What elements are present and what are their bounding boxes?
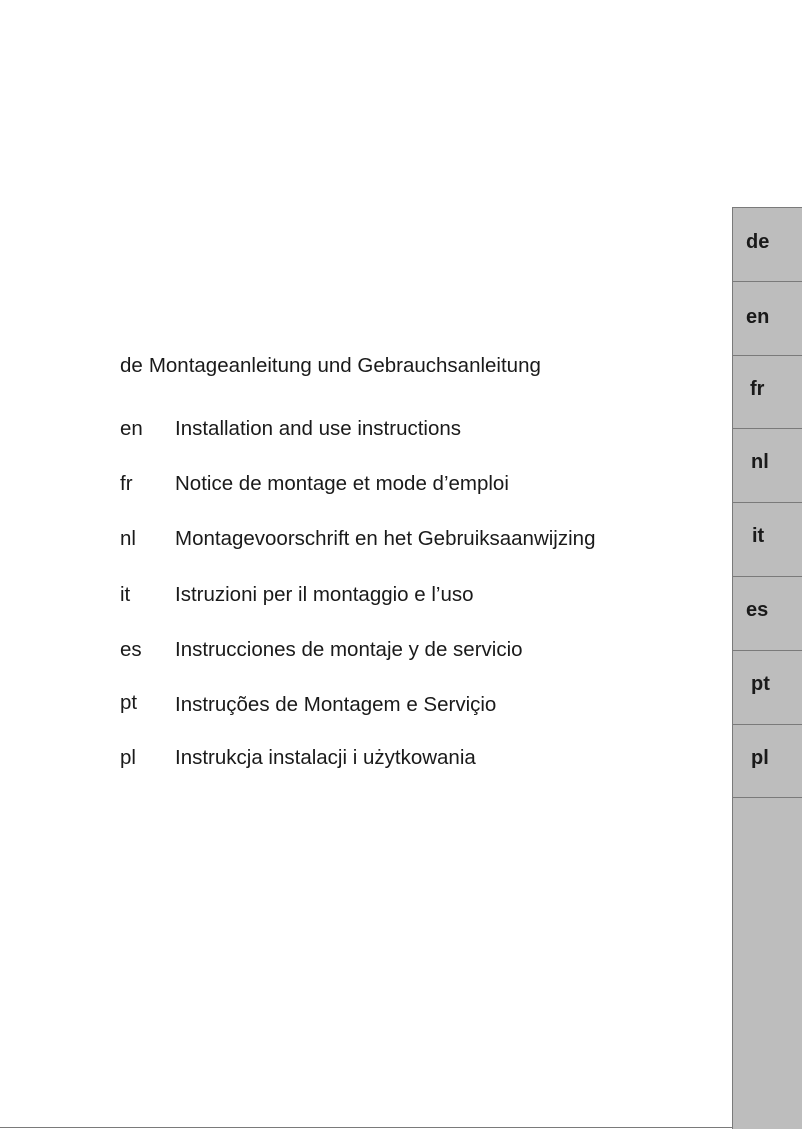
language-tab-column: [732, 207, 802, 1129]
language-entry-it: [120, 583, 474, 607]
tab-label: pl: [751, 747, 769, 769]
tab-label: fr: [750, 378, 765, 400]
tab-it[interactable]: [733, 502, 802, 576]
tab-label: pt: [751, 673, 770, 695]
language-entry-es: [120, 638, 523, 662]
tab-label: it: [752, 525, 765, 547]
language-title: Instrukcja instalacji i użytkowania: [175, 746, 476, 769]
tab-label: es: [746, 599, 769, 621]
language-title: Istruzioni per il montaggio e l’uso: [175, 583, 474, 606]
tab-en[interactable]: [733, 281, 802, 355]
page-bottom-rule: [0, 1127, 732, 1128]
language-entry-fr: [120, 472, 509, 496]
tab-label: en: [746, 306, 770, 328]
language-entry-de: [120, 354, 541, 378]
language-code: nl: [120, 527, 136, 550]
language-entry-pl: [120, 746, 476, 770]
language-title: Instruções de Montagem e Serviçio: [175, 693, 497, 716]
tab-fr[interactable]: [733, 355, 802, 429]
language-title: Montageanleitung und Gebrauchsanleitung: [148, 354, 541, 377]
tab-es[interactable]: [733, 576, 802, 650]
tab-de[interactable]: [733, 207, 802, 281]
language-entry-en: [120, 417, 461, 441]
language-title: Notice de montage et mode d’emploi: [175, 472, 509, 495]
tab-nl[interactable]: [733, 428, 802, 502]
language-code: pt: [120, 691, 138, 714]
tab-pl[interactable]: [733, 724, 802, 798]
language-title: Instrucciones de montaje y de servicio: [175, 638, 523, 661]
language-code: de: [120, 354, 143, 377]
tab-label: de: [746, 231, 770, 253]
language-title: Montagevoorschrift en het Gebruiksaanwijzing: [175, 527, 596, 550]
language-entry-pt: [120, 693, 496, 717]
language-code: pl: [120, 746, 136, 769]
language-code: es: [120, 638, 142, 661]
tab-label: nl: [751, 451, 769, 473]
language-entry-nl: [120, 527, 595, 551]
language-title: Installation and use instructions: [175, 417, 462, 440]
language-code: it: [120, 583, 131, 606]
tab-divider: [733, 797, 802, 798]
language-code: fr: [120, 472, 133, 495]
tab-pt[interactable]: [733, 650, 802, 724]
language-code: en: [120, 417, 143, 440]
